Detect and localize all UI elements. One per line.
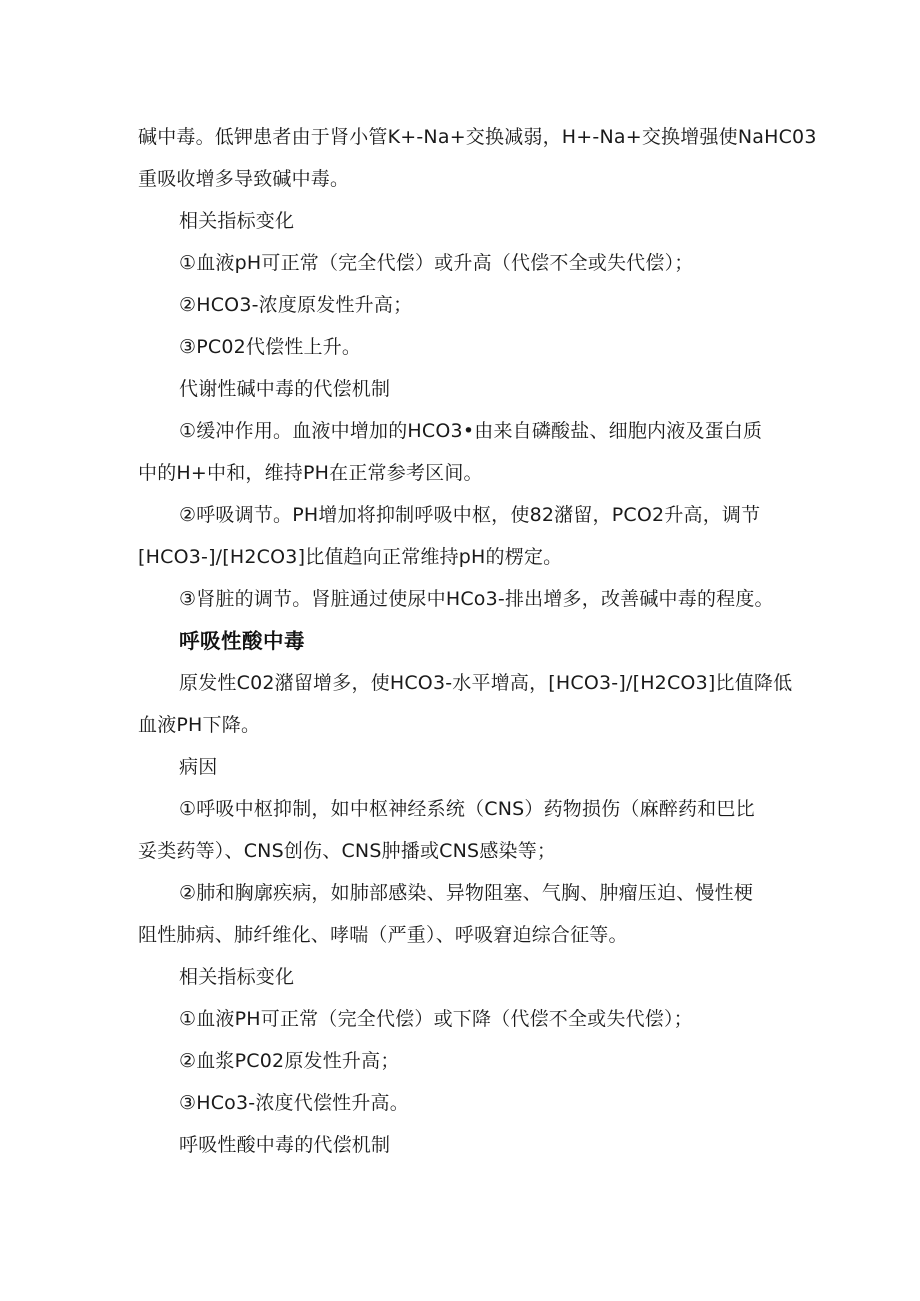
section-heading: 呼吸性酸中毒 (179, 629, 305, 653)
list-item: ①缓冲作用。血液中增加的HCO3•由来自磷酸盐、细胞内液及蛋白质 (179, 420, 763, 442)
paragraph-line: 血液PH下降。 (138, 714, 261, 736)
subheading-indicator-changes: 相关指标变化 (179, 966, 295, 988)
list-item-continuation: [HCO3-]/[H2CO3]比值趋向正常维持pH的楞定。 (138, 546, 563, 568)
list-item: ③HCo3-浓度代偿性升高。 (179, 1092, 409, 1114)
subheading-indicator-changes: 相关指标变化 (179, 210, 295, 232)
paragraph-line: 碱中毒。低钾患者由于肾小管K+-Na+交换减弱，H+-Na+交换增强使NaHC03 (138, 126, 817, 148)
list-item: ①呼吸中枢抑制，如中枢神经系统（CNS）药物损伤（麻醉药和巴比 (179, 798, 755, 820)
paragraph-line: 原发性C02潴留增多，使HCO3-水平增高，[HCO3-]/[H2CO3]比值降低 (179, 672, 793, 694)
document-body (138, 116, 817, 1166)
list-item-continuation: 阻性肺病、肺纤维化、哮喘（严重）、呼吸窘迫综合征等。 (138, 924, 628, 946)
list-item: ②呼吸调节。PH增加将抑制呼吸中枢，使82潴留，PCO2升高，调节 (179, 504, 761, 526)
list-item-continuation: 妥类药等）、CNS创伤、CNS肿播或CNS感染等； (138, 840, 557, 862)
subheading-etiology: 病因 (179, 756, 218, 778)
list-item: ①血液pH可正常（完全代偿）或升高（代偿不全或失代偿）； (179, 252, 694, 274)
list-item: ②HCO3-浓度原发性升高； (179, 294, 413, 316)
list-item: ②血浆PC02原发性升高； (179, 1050, 400, 1072)
list-item: ②肺和胸廓疾病，如肺部感染、异物阻塞、气胸、肿瘤压迫、慢性梗 (179, 882, 754, 904)
subheading-compensation-mechanism: 呼吸性酸中毒的代偿机制 (179, 1134, 391, 1156)
list-item-continuation: 中的H+中和，维持PH在正常参考区间。 (138, 462, 483, 484)
list-item: ①血液PH可正常（完全代偿）或下降（代偿不全或失代偿）； (179, 1008, 693, 1030)
paragraph-line: 重吸收增多导致碱中毒。 (138, 168, 350, 190)
subheading-compensation-mechanism: 代谢性碱中毒的代偿机制 (179, 378, 391, 400)
list-item: ③肾脏的调节。肾脏通过使尿中HCo3-排出增多，改善碱中毒的程度。 (179, 588, 774, 610)
list-item: ③PC02代偿性上升。 (179, 336, 362, 358)
